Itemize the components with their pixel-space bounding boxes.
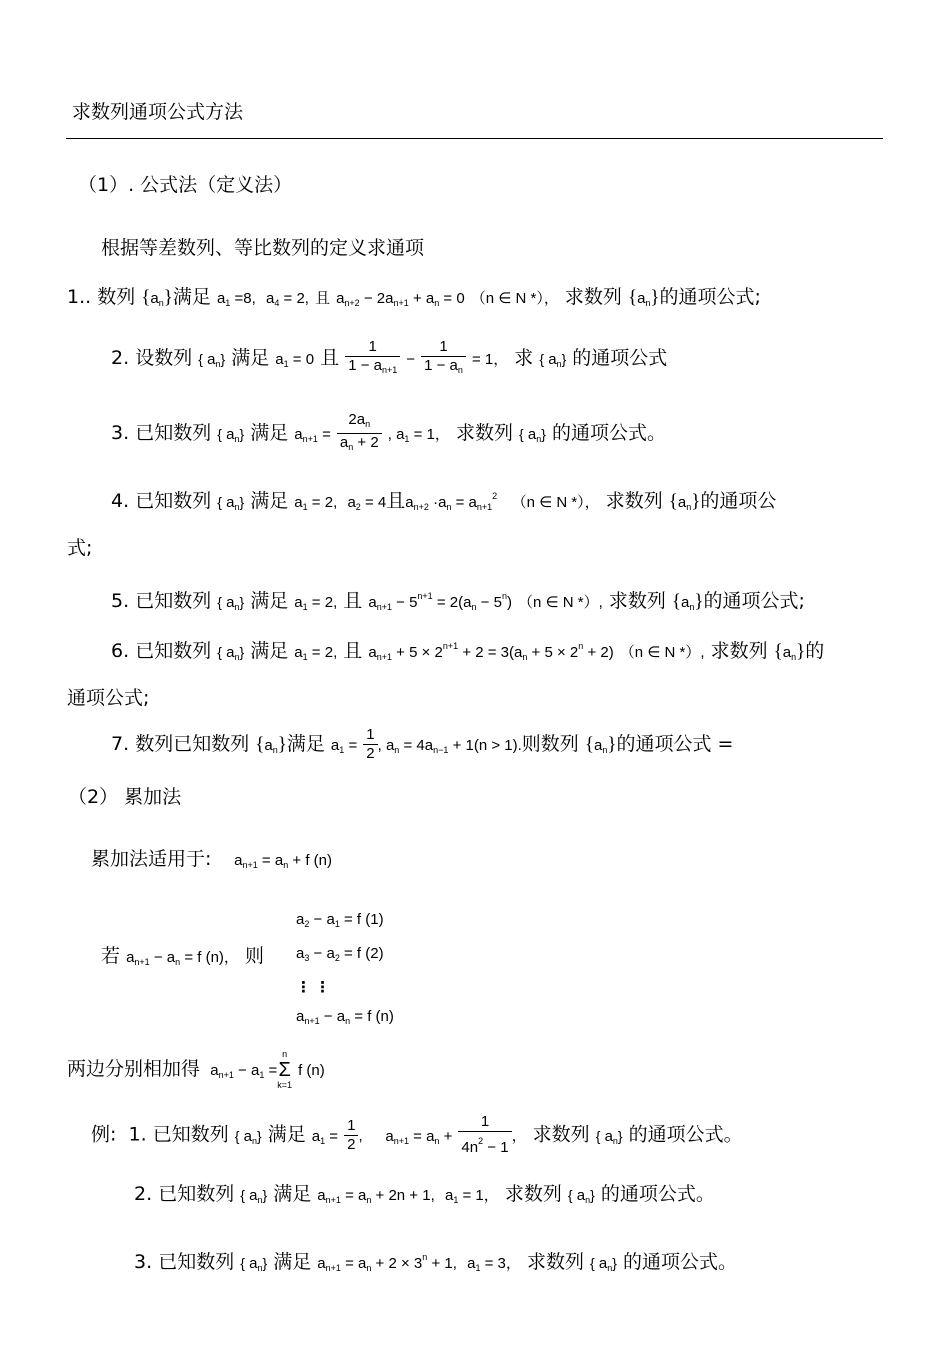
problem-3: 3. 已知数列 { $a_n$} 满足 $a_{n+1}$ = $\frac{2a_n}{a_n + 2}$ , $a_1 = 1$， 求数列 { $a_n$} 的通项公式。 xyxy=(111,411,666,459)
fraction-2: $\frac{1}{1 - a_n}$ xyxy=(421,338,466,379)
fraction-6: $\frac{1}{4n^2 - 1}$ xyxy=(458,1113,511,1157)
page-title: 求数列通项公式方法 xyxy=(72,101,244,123)
problem-2: 2. 设数列 { $a_n$} 满足 $a_1 = 0$ 且 $\frac{1}{1 - a_{n+1}}$ − $\frac{1}{1 - a_n}$ = 1， 求 { $a_n$} 的通项公式 xyxy=(111,338,667,384)
example-3: 3. 已知数列 { $a_n$} 满足 $a_{n+1} = a_n + 2 \times 3^n + 1$, $a_1 = 3$， 求数列 { $a_n$} 的通项公式。 xyxy=(134,1251,737,1273)
fraction-4: $\frac{1}{2}$ xyxy=(363,726,377,763)
section-1-heading: （1）. 公式法（定义法） xyxy=(78,174,293,196)
section-1-intro: 根据等差数列、等比数列的定义求通项 xyxy=(101,237,425,259)
section-2-heading: （2） 累加法 xyxy=(68,786,182,808)
difference-system: $a_2 - a_1 = f$ (1) $a_3 - a_2 = f$ (2) ⋮ ⋮ $a_{n+1} - a_n = f$ (n) xyxy=(296,911,394,1026)
example-1: 例: 1. 已知数列 { $a_n$} 满足 $a_1$ = $\frac{1}{2}$ , $a_{n+1} = a_n$ + $\frac{1}{4n^2 - 1}$ ， 求数列 { $a_n$} 的通项公式。 xyxy=(91,1113,743,1156)
problem-7: 7. 数列已知数列 $\{a_n\}$满足 $a_1$ = $\frac{1}{2}$ , $a_n = 4a_{n-1} + 1(n > 1)$.则数列 $\{a_n\}$的通项公式 = xyxy=(111,726,734,762)
problem-1: 1.. 数列 $\{a_n\}$满足 $a_1 =8$, $a_4 = 2$, 且 $a_{n+2} - 2a_{n+1} + a_n = 0$ （n ∈ N *）， 求数列 $\{a_n\}$的通项公式; xyxy=(67,286,761,308)
fraction-3: $\frac{2a_n}{a_n + 2}$ xyxy=(337,411,382,456)
example-2: 2. 已知数列 { $a_n$} 满足 $a_{n+1} = a_n + 2n + 1$, $a_1 = 1$， 求数列 { $a_n$} 的通项公式。 xyxy=(134,1183,715,1205)
problem-4: 4. 已知数列 { $a_n$} 满足 $a_1 = 2$, $a_2 = 4$且$a_{n+2} \cdot a_n = a_{n+1}^2$ （n ∈ N *）， 求数列 $\{a_n\}$的通项公 xyxy=(111,490,777,512)
sum-result: 两边分别相加得 $a_{n+1} - a_1$ = n Σ k=1 f (n) xyxy=(67,1048,325,1090)
problem-5: 5. 已知数列 { $a_n$} 满足 $a_1 = 2$, 且 $a_{n+1} - 5^{n+1} = 2(a_n - 5^n)$ （n ∈ N *）, 求数列 $\{a_n\}$的通项公式; xyxy=(111,590,805,612)
problem-6: 6. 已知数列 { $a_n$} 满足 $a_1 = 2$, 且 $a_{n+1} + 5 \times 2^{n+1} + 2 = 3(a_n + 5 \times 2^n + 2)$ （n ∈ N *）, 求数列 $\{a_n\}$的 xyxy=(111,640,825,662)
header-divider xyxy=(66,138,883,139)
fraction-5: $\frac{1}{2}$ xyxy=(344,1117,358,1154)
problem-4-continued: 式; xyxy=(67,537,93,559)
sigma-symbol: n Σ k=1 xyxy=(277,1048,293,1090)
fraction-1: $\frac{1}{1 - a_{n+1}}$ xyxy=(345,338,400,379)
cumulative-applies: 累加法适用于: $a_{n+1} = a_n + f$ (n) xyxy=(91,848,332,870)
cumulative-if: 若 $a_{n+1} - a_n = f$ (n)， 则 xyxy=(101,945,264,967)
problem-6-continued: 通项公式; xyxy=(67,687,150,709)
